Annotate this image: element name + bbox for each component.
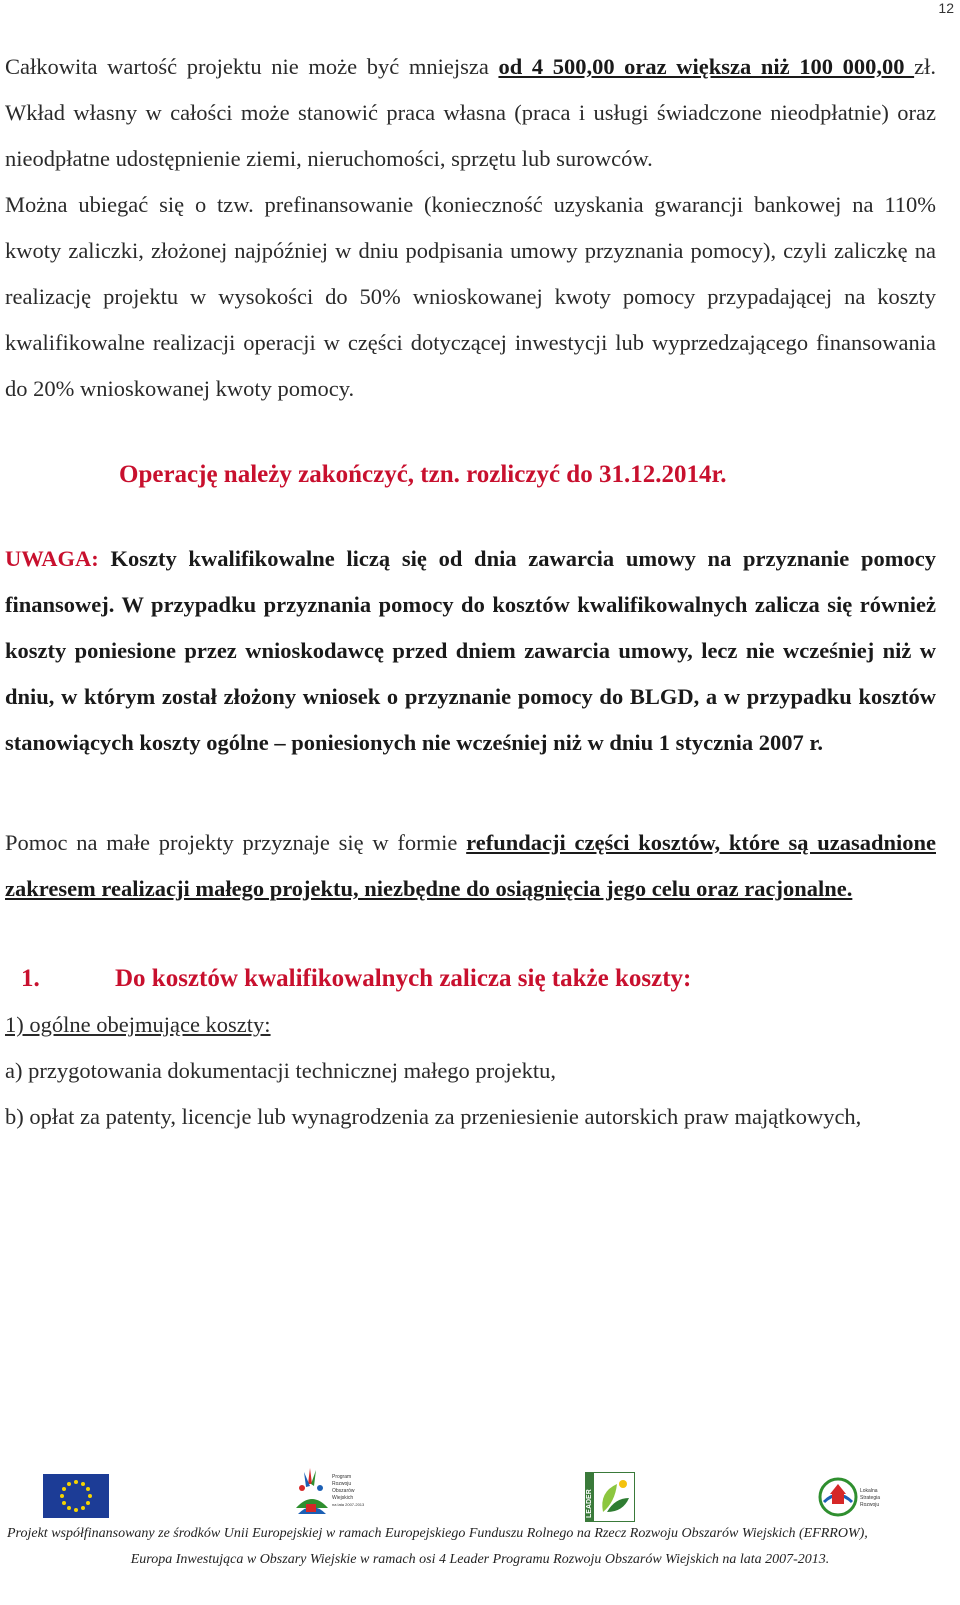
section-number: 1. [21, 965, 40, 992]
prow-text-2: Rozwoju [332, 1481, 352, 1487]
pomoc-emphasis: refundacji części kosztów, które są uzasadnione zakresem realizacji małego projektu, niezbędne do osiągnięcia jego celu oraz racjonalne. [5, 830, 936, 901]
intro-text-1: Całkowita wartość projektu nie może być mniejsza [5, 54, 499, 79]
eu-flag-icon [43, 1474, 109, 1518]
list-item-general-costs: 1) ogólne obejmujące koszty: [5, 1012, 271, 1037]
prow-text-3: Obszarów [332, 1488, 355, 1494]
list-item-b: b) opłat za patenty, licencje lub wynagrodzenia za przeniesienie autorskich praw majątkowych, [5, 1104, 862, 1129]
document-body [5, 44, 936, 1140]
section-heading [5, 956, 936, 1002]
prow-logo-icon [292, 1464, 372, 1524]
section-title: Do kosztów kwalifikowalnych zalicza się także koszty: [115, 965, 692, 992]
page-number: 12 [938, 0, 954, 16]
lgd-text-3: Rozwoju [860, 1502, 880, 1508]
prefinancing-paragraph: Można ubiegać się o tzw. prefinansowanie (konieczność uzyskania gwarancji bankowej na 110% kwoty zaliczki, złożonej najpóźniej w dniu podpisania umowy przyznania pomocy), czyli zaliczkę na realizację projektu w wysokości do 50% wnioskowanej kwoty pomocy przypadającej na koszty kwalifikowalne realizacji operacji w części dotyczącej inwestycji lub wyprzedzającego finansowania do 20% wnioskowanej kwoty pomocy. [5, 192, 936, 401]
project-value-range: od 4 500,00 oraz większa niż 100 000,00 [498, 54, 915, 79]
list-item [5, 1002, 936, 1048]
intro-paragraph [5, 44, 936, 182]
lgd-text-1: Lokalna [860, 1488, 878, 1494]
uwaga-label: UWAGA: [5, 546, 99, 571]
intro-text-2: zł. Wkład własny w całości może stanowić praca własna (praca i usługi świadczone nieodpłatnie) oraz nieodpłatne udostępnienie ziemi, nieruchomości, sprzętu lub surowców. [5, 54, 936, 171]
footer-line-2: Europa Inwestująca w Obszary Wiejskie w ramach osi 4 Leader Programu Rozwoju Obszarów Wiejskich na lata 2007-2013. [130, 1552, 830, 1567]
prow-text-4: Wiejskich [332, 1495, 354, 1501]
list-item-a: a) przygotowania dokumentacji technicznej małego projektu, [5, 1058, 557, 1083]
leader-text: LEADER [586, 1489, 593, 1518]
uwaga-text: Koszty kwalifikowalne liczą się od dnia zawarcia umowy na przyznanie pomocy finansowej. W przypadku przyznania pomocy do kosztów kwalifikowalnych zalicza się również koszty poniesione przez wnioskodawcę przed dniem zawarcia umowy, lecz nie wcześniej niż w dniu, w którym został złożony wniosek o przyznanie pomocy do BLGD, a w przypadku kosztów stanowiących koszty ogólne – poniesionych nie wcześniej niż w dniu 1 stycznia 2007 r. [5, 546, 936, 755]
prow-text-5: na lata 2007-2013 [332, 1502, 365, 1507]
lgd-text-2: Strategia [860, 1495, 881, 1501]
pomoc-paragraph [5, 820, 936, 912]
footer-logos [0, 1462, 960, 1524]
deadline-notice: Operację należy zakończyć, tzn. rozliczyć do 31.12.2014r. [119, 461, 727, 488]
prow-text-1: Program [332, 1474, 352, 1480]
footer-line-1: Projekt współfinansowany ze środków Unii Europejskiej w ramach Europejskiego Funduszu Rolnego na Rzecz Rozwoju Obszarów Wiejskich (EFRROW), [7, 1526, 868, 1541]
lgd-logo-icon [818, 1472, 890, 1522]
uwaga-paragraph [5, 536, 936, 766]
leader-logo-icon [585, 1472, 635, 1522]
pomoc-text: Pomoc na małe projekty przyznaje się w formie [5, 830, 467, 855]
